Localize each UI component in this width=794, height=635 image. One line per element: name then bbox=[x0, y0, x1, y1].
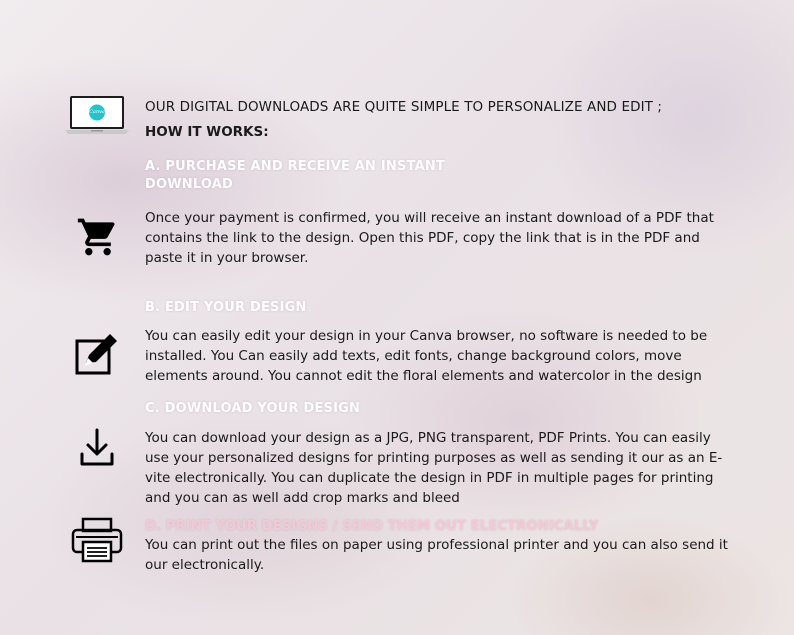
edit-icon bbox=[74, 332, 122, 376]
download-icon bbox=[79, 427, 115, 469]
intro-text: OUR DIGITAL DOWNLOADS ARE QUITE SIMPLE TO PERSONALIZE AND EDIT ; bbox=[145, 99, 663, 115]
step-c-heading: C. DOWNLOAD YOUR DESIGN bbox=[145, 401, 361, 416]
step-d-heading: D. PRINT YOUR DESIGNS / SEND THEM OUT ELECTRONICALLY bbox=[145, 519, 599, 534]
cart-icon bbox=[76, 215, 120, 259]
step-a-heading-line1: A. PURCHASE AND RECEIVE AN INSTANT bbox=[145, 159, 445, 174]
step-d-body: You can print out the files on paper using professional printer and you can also send it our electronically. bbox=[145, 537, 728, 573]
laptop-canva-icon bbox=[64, 95, 130, 137]
step-a-heading bbox=[145, 158, 445, 194]
step-b-body: You can easily edit your design in your Canva browser, no software is needed to be installed. You Can easily add texts, edit fonts, change background colors, move elements around. You cannot edit the floral elements and watercolor in the design bbox=[145, 328, 708, 384]
step-a-body: Once your payment is confirmed, you will receive an instant download of a PDF that contains the link to the design. Open this PDF, copy the link that is in the PDF and paste it in your browser. bbox=[145, 210, 714, 266]
how-it-works-heading: HOW IT WORKS: bbox=[145, 124, 269, 140]
step-c-body: You can download your design as a JPG, PNG transparent, PDF Prints. You can easily use your personalized designs for printing purposes as well as sending it our as an E-vite electronically. You can duplicate the design in PDF in multiple pages for printing and you can as well add crop marks and bleed bbox=[145, 430, 723, 506]
step-b-heading: B. EDIT YOUR DESIGN bbox=[145, 300, 307, 315]
step-a-heading-line2: DOWNLOAD bbox=[145, 177, 234, 192]
canva-logo-text: Canva bbox=[89, 109, 105, 115]
printer-icon bbox=[70, 517, 124, 563]
